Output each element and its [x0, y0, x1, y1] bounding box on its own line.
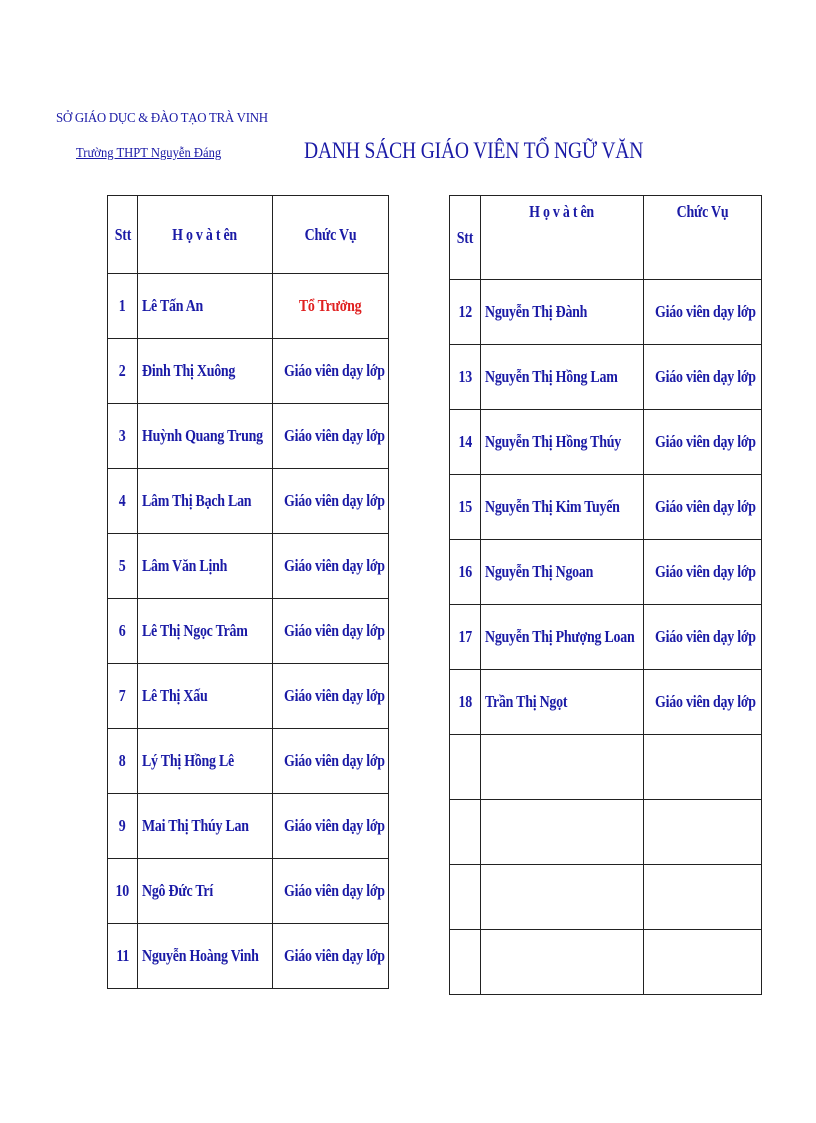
table-row [108, 274, 389, 339]
table-row [450, 345, 762, 410]
table-row [450, 800, 762, 865]
row-stt: 11 [108, 924, 138, 989]
row-name: Trần Thị Ngọt [481, 670, 644, 735]
row-name: Lâm Thị Bạch Lan [138, 469, 273, 534]
row-name [481, 930, 644, 995]
row-role: Giáo viên dạy lớp [273, 339, 389, 404]
header-stt: Stt [450, 196, 481, 280]
row-name: Huỳnh Quang Trung [138, 404, 273, 469]
row-name: Đinh Thị Xuông [138, 339, 273, 404]
row-role [644, 800, 762, 865]
row-name: Mai Thị Thúy Lan [138, 794, 273, 859]
row-role: Giáo viên dạy lớp [273, 924, 389, 989]
row-role: Giáo viên dạy lớp [273, 469, 389, 534]
row-name: Nguyễn Thị Hồng Thúy [481, 410, 644, 475]
row-role: Giáo viên dạy lớp [273, 534, 389, 599]
row-stt: 6 [108, 599, 138, 664]
row-name: Nguyễn Thị Phượng Loan [481, 605, 644, 670]
row-role: Giáo viên dạy lớp [644, 540, 762, 605]
row-stt: 15 [450, 475, 481, 540]
table-row [450, 280, 762, 345]
row-name: Lý Thị Hồng Lê [138, 729, 273, 794]
row-role: Giáo viên dạy lớp [273, 404, 389, 469]
row-role: Giáo viên dạy lớp [273, 664, 389, 729]
header-stt: Stt [108, 196, 138, 274]
row-name: Ngô Đức Trí [138, 859, 273, 924]
row-name [481, 735, 644, 800]
row-role: Giáo viên dạy lớp [273, 794, 389, 859]
row-name [481, 800, 644, 865]
row-name [481, 865, 644, 930]
school-name: Trường THPT Nguyễn Đáng [76, 146, 222, 161]
row-stt: 1 [108, 274, 138, 339]
header-name: H ọ v à t ên [138, 196, 273, 274]
row-stt: 9 [108, 794, 138, 859]
table-row [108, 599, 389, 664]
table-row [450, 605, 762, 670]
table-row [108, 534, 389, 599]
table-header-row [450, 196, 762, 280]
table-row [450, 475, 762, 540]
row-role: Giáo viên dạy lớp [644, 670, 762, 735]
row-stt: 8 [108, 729, 138, 794]
row-stt: 14 [450, 410, 481, 475]
table-row [108, 404, 389, 469]
table-row [450, 540, 762, 605]
row-stt: 18 [450, 670, 481, 735]
row-name: Nguyễn Thị Ngoan [481, 540, 644, 605]
row-stt [450, 930, 481, 995]
table-row [450, 930, 762, 995]
row-role: Giáo viên dạy lớp [644, 605, 762, 670]
table-row [450, 410, 762, 475]
row-stt: 13 [450, 345, 481, 410]
row-name: Nguyễn Hoàng Vinh [138, 924, 273, 989]
row-stt: 5 [108, 534, 138, 599]
row-name: Nguyễn Thị Kim Tuyến [481, 475, 644, 540]
row-name: Lê Thị Ngọc Trâm [138, 599, 273, 664]
table-row [108, 729, 389, 794]
row-role [644, 735, 762, 800]
row-stt: 4 [108, 469, 138, 534]
row-stt [450, 800, 481, 865]
row-name: Lâm Văn Lịnh [138, 534, 273, 599]
teacher-table-right [449, 195, 762, 995]
row-name: Lê Thị Xấu [138, 664, 273, 729]
teacher-table-left [107, 195, 389, 989]
table-row [108, 794, 389, 859]
row-role: Giáo viên dạy lớp [273, 729, 389, 794]
row-stt: 12 [450, 280, 481, 345]
row-stt: 7 [108, 664, 138, 729]
row-stt: 2 [108, 339, 138, 404]
table-row [450, 865, 762, 930]
row-role [644, 930, 762, 995]
table-row [108, 859, 389, 924]
header-role: Chức Vụ [273, 196, 389, 274]
table-row [108, 469, 389, 534]
page-title: DANH SÁCH GIÁO VIÊN TỔ NGỮ VĂN [304, 138, 644, 163]
row-stt: 10 [108, 859, 138, 924]
header-role: Chức Vụ [644, 196, 762, 280]
row-stt: 16 [450, 540, 481, 605]
row-stt [450, 865, 481, 930]
row-role: Giáo viên dạy lớp [644, 280, 762, 345]
table-row [450, 670, 762, 735]
row-stt: 17 [450, 605, 481, 670]
row-role: Giáo viên dạy lớp [644, 345, 762, 410]
row-name: Nguyễn Thị Đành [481, 280, 644, 345]
row-role: Giáo viên dạy lớp [273, 859, 389, 924]
row-role: Giáo viên dạy lớp [644, 410, 762, 475]
header-name: H ọ v à t ên [481, 196, 644, 280]
table-row [450, 735, 762, 800]
table-row [108, 664, 389, 729]
row-name: Lê Tấn An [138, 274, 273, 339]
table-row [108, 924, 389, 989]
org-name: SỞ GIÁO DỤC & ĐÀO TẠO TRÀ VINH [56, 111, 268, 126]
row-role [644, 865, 762, 930]
row-role: Tổ Trưởng [273, 274, 389, 339]
row-name: Nguyễn Thị Hồng Lam [481, 345, 644, 410]
row-role: Giáo viên dạy lớp [273, 599, 389, 664]
row-stt: 3 [108, 404, 138, 469]
row-stt [450, 735, 481, 800]
row-role: Giáo viên dạy lớp [644, 475, 762, 540]
table-row [108, 339, 389, 404]
table-header-row [108, 196, 389, 274]
